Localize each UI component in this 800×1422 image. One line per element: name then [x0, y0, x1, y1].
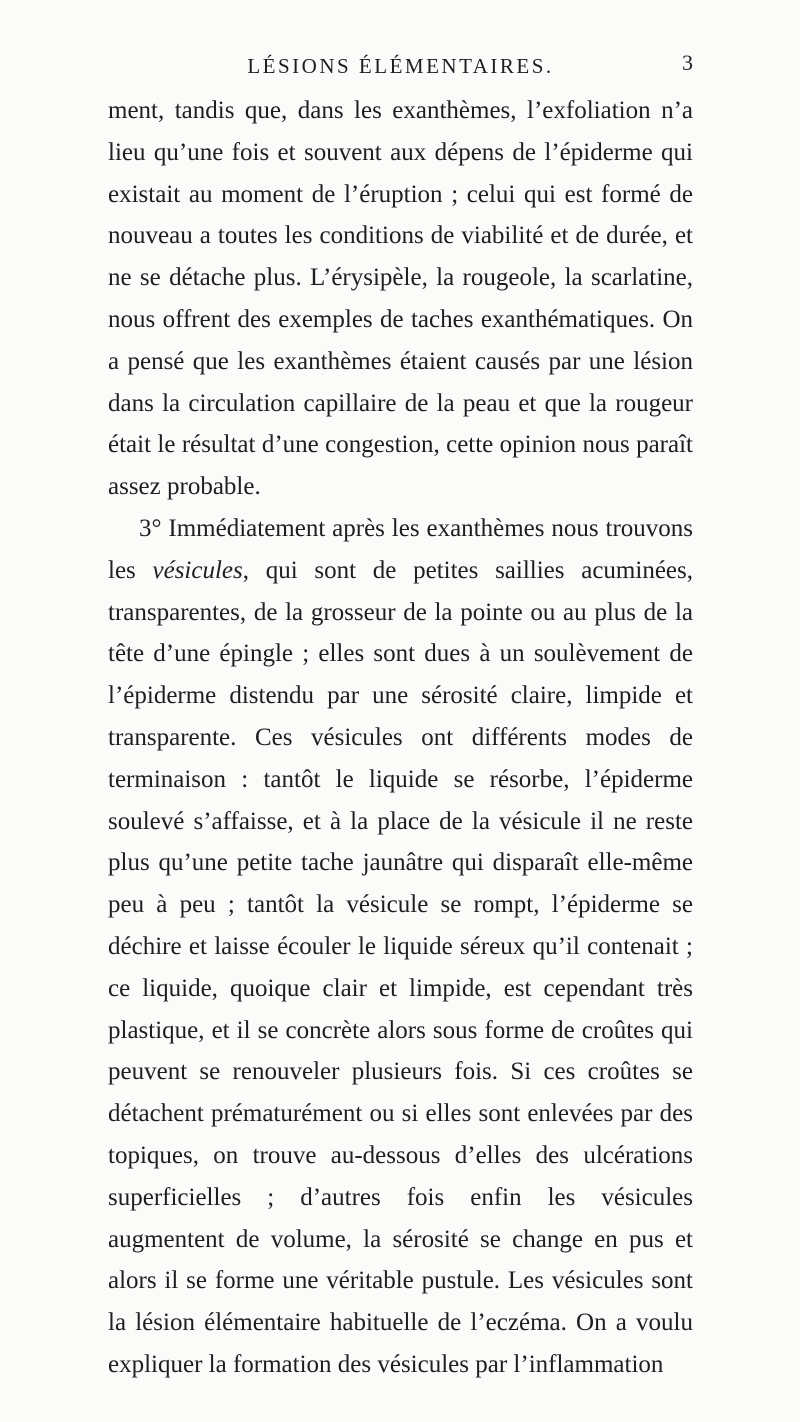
paragraph-continuation	[108, 90, 693, 508]
italic-term: vésicules	[152, 556, 243, 584]
body-text	[108, 90, 693, 1386]
paragraph-vesicules	[108, 508, 693, 1386]
page-number: 3	[682, 50, 693, 75]
running-header	[108, 50, 693, 84]
paragraph-text: 3° Immédiatement après les exanthèmes nous trouvons les	[108, 514, 693, 584]
paragraph-text: ment, tandis que, dans les exanthèmes, l’exfoliation n’a lieu qu’une fois et souvent aux dépens de l’épiderme qui existait au moment de l’éruption ; celui qui est formé de nouveau a toutes les conditions de viabilité et de durée, et ne se détache plus. L’érysipèle, la rougeole, la scarlatine, nous offrent des exemples de taches exanthématiques. On a pensé que les exanthèmes étaient causés par une lésion dans la circulation capillaire de la peau et que la rougeur était le résultat d’une congestion, cette opinion nous paraît assez probable.	[108, 97, 693, 501]
running-title: LÉSIONS ÉLÉMENTAIRES.	[247, 54, 554, 78]
paragraph-text: , qui sont de petites saillies acuminées, transparentes, de la grosseur de la pointe ou au plus de la tête d’une épingle ; elles sont dues à un soulèvement de l’épiderme distendu par une sérosité claire, limpide et transparente. Ces vésicules ont différents modes de terminaison : tantôt le liquide se résorbe, l’épiderme soulevé s’affaisse, et à la place de la vésicule il ne reste plus qu’une petite tache jaunâtre qui disparaît elle-même peu à peu ; tantôt la vésicule se rompt, l’épiderme se déchire et laisse écouler le liquide séreux qu’il contenait ; ce liquide, quoique clair et limpide, est cependant très plastique, et il se concrète alors sous forme de croûtes qui peuvent se renouveler plusieurs fois. Si ces croûtes se détachent prématurément ou si elles sont enlevées par des topiques, on trouve au-dessous d’elles des ulcérations superficielles ; d’autres fois enfin les vésicules augmentent de volume, la sérosité se change en pus et alors il se forme une véritable pustule. Les vésicules sont la lésion élémentaire habituelle de l’eczéma. On a voulu expliquer la formation des vésicules par l’inflammation	[108, 556, 693, 1378]
